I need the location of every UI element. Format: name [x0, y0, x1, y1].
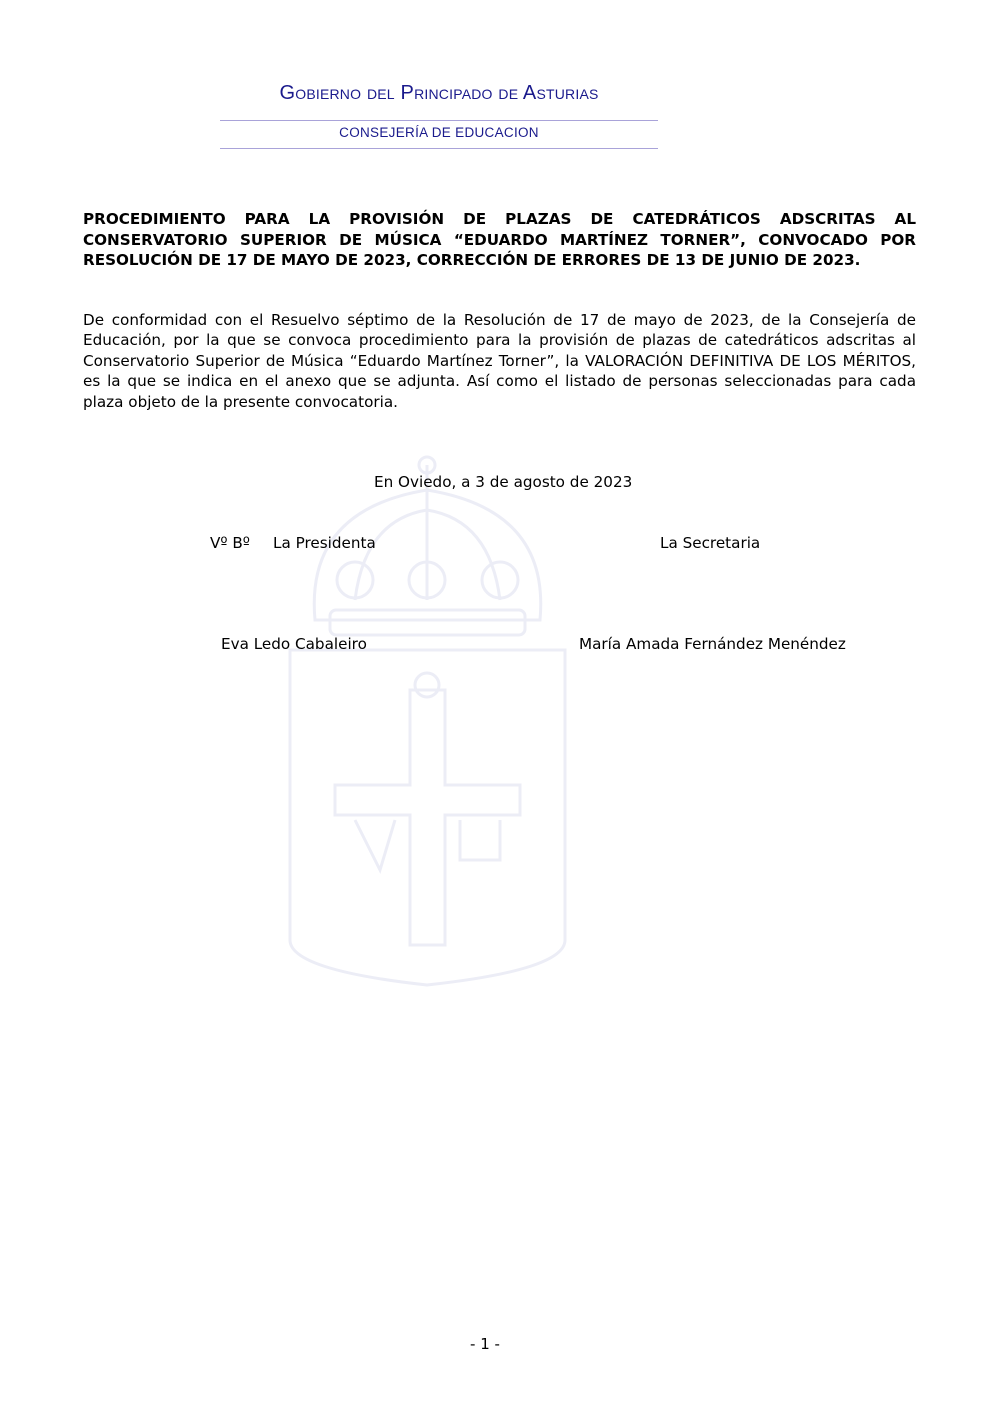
- government-header: Gobierno del Principado de Asturias: [279, 82, 599, 104]
- coat-of-arms-watermark: [285, 450, 570, 990]
- header-rule-top: [220, 120, 658, 121]
- title-line: RESOLUCIÓN DE 17 DE MAYO DE 2023, CORRECCIÓN DE ERRORES DE 13 DE JUNIO DE 2023.: [83, 251, 861, 269]
- president-name: Eva Ledo Cabaleiro: [221, 635, 367, 653]
- secretary-name: María Amada Fernández Menéndez: [579, 635, 846, 653]
- body-paragraph: De conformidad con el Resuelvo séptimo de la Resolución de 17 de mayo de 2023, de la Consejería de Educación, por la que se convoca procedimiento para la provisión de plazas de catedráticos adscritas al Conservatorio Superior de Música “Eduardo Martínez Torner”, la VALORACIÓN DEFINITIVA DE LOS MÉRITOS, es la que se indica en el anexo que se adjunta. Así como el listado de personas seleccionadas para cada plaza objeto de la presente convocatoria.: [83, 311, 916, 411]
- document-title: [83, 209, 916, 271]
- secretary-role: La Secretaria: [660, 534, 761, 552]
- page-number: - 1 -: [470, 1335, 500, 1353]
- header-rule-bottom: [220, 148, 658, 149]
- title-line: PROCEDIMIENTO PARA LA PROVISIÓN DE PLAZAS DE CATEDRÁTICOS ADSCRITAS AL: [83, 210, 916, 228]
- vobo-label: Vº Bº: [210, 534, 250, 552]
- title-line: CONSERVATORIO SUPERIOR DE MÚSICA “EDUARDO MARTÍNEZ TORNER”, CONVOCADO POR: [83, 230, 916, 249]
- place-date: En Oviedo, a 3 de agosto de 2023: [374, 473, 633, 491]
- department-header: CONSEJERÍA DE EDUCACION: [339, 125, 539, 140]
- president-role: La Presidenta: [273, 534, 376, 552]
